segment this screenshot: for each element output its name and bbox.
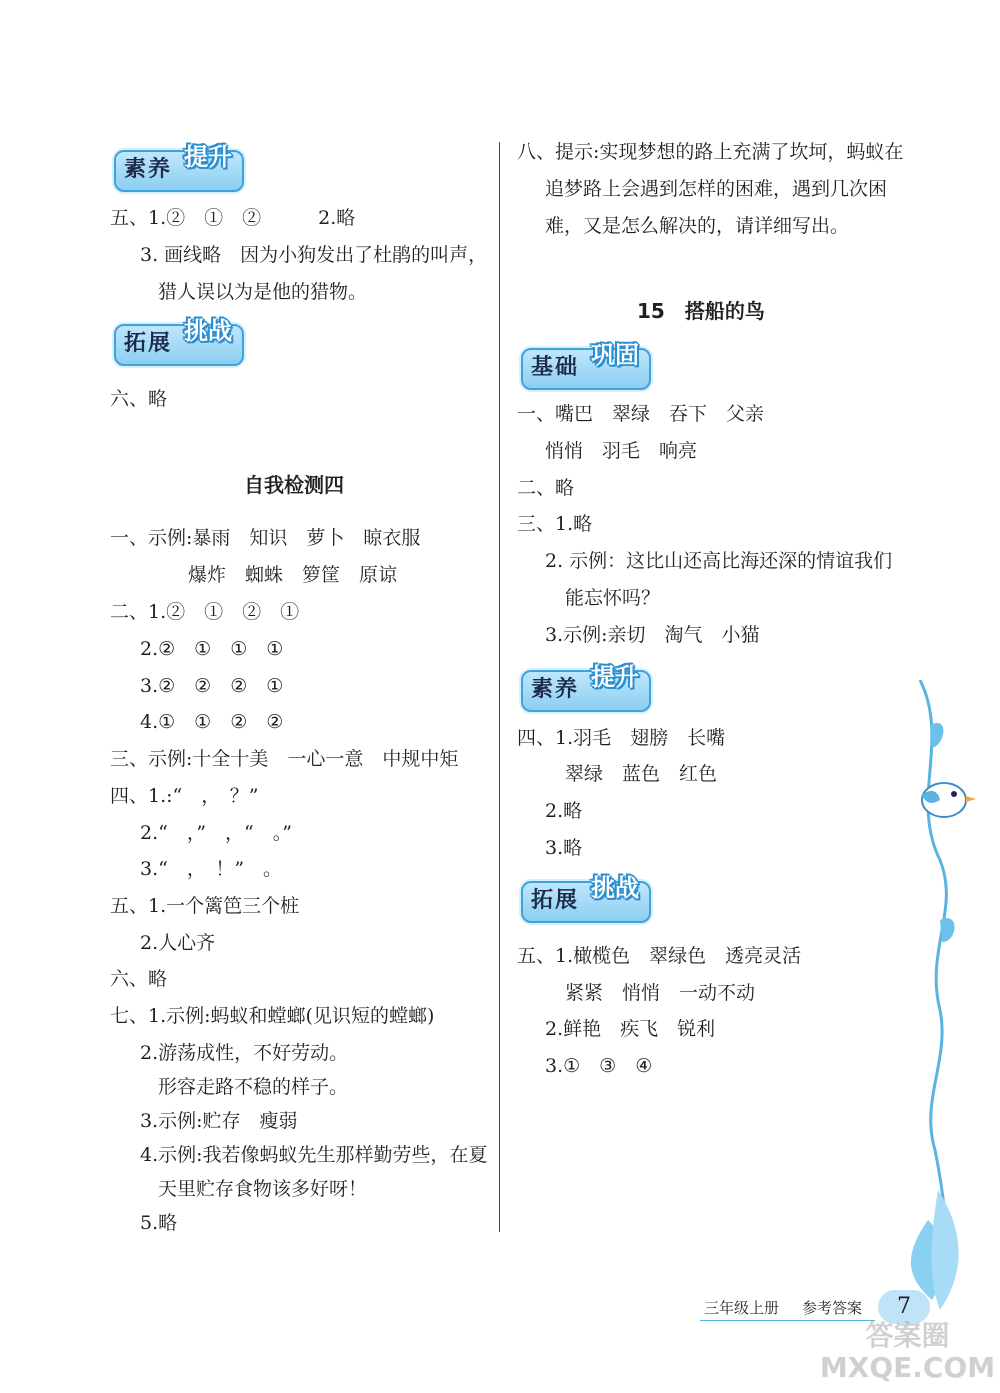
answer-line: 3.② ② ② ① bbox=[140, 675, 284, 697]
answer-line: 3.“ ， ！” 。 bbox=[140, 858, 283, 880]
badge-main-text: 基础 bbox=[531, 355, 580, 380]
answer-line: 紧紧 悄悄 一动不动 bbox=[565, 982, 756, 1004]
answer-line: 五、1.橄榄色 翠绿色 透亮灵活 bbox=[517, 945, 802, 967]
badge-accent-text: 提升 bbox=[184, 143, 232, 171]
answer-line: 4.示例:我若像蚂蚁先生那样勤劳些，在夏 bbox=[140, 1144, 488, 1166]
answer-line: 2.“ ，” ，“ 。” bbox=[140, 822, 292, 844]
answer-line: 三、1.略 bbox=[517, 513, 593, 535]
badge-accent-text: 提升 bbox=[591, 663, 639, 691]
answer-line: 四、1.:“ ， ？” bbox=[110, 785, 259, 807]
answer-line: 2.人心齐 bbox=[140, 932, 216, 954]
answer-line: 2. 示例：这比山还高比海还深的情谊我们 bbox=[545, 550, 893, 572]
column-divider bbox=[499, 142, 500, 1232]
badge-suyang-tisheng bbox=[521, 662, 661, 714]
answer-line: 3.① ③ ④ bbox=[545, 1055, 653, 1077]
answer-line: 3.示例:亲切 淘气 小猫 bbox=[545, 624, 760, 646]
footer-grade: 三年级上册 bbox=[704, 1299, 780, 1317]
badge-tuozhan-tiaozhan bbox=[114, 316, 254, 368]
answer-line: 5.略 bbox=[140, 1212, 178, 1234]
answer-line: 一、嘴巴 翠绿 吞下 父亲 bbox=[517, 403, 765, 425]
answer-line: 一、示例:暴雨 知识 萝卜 晾衣服 bbox=[110, 527, 421, 549]
badge-main-text: 素养 bbox=[531, 677, 580, 702]
answer-line: 猎人误以为是他的猎物。 bbox=[158, 281, 368, 303]
answer-line: 翠绿 蓝色 红色 bbox=[565, 763, 718, 785]
answer-line: 2.游荡成性，不好劳动。 bbox=[140, 1042, 349, 1064]
badge-tuozhan-tiaozhan bbox=[521, 873, 661, 925]
answer-line: 2.略 bbox=[545, 800, 583, 822]
vine-bird-decoration bbox=[880, 680, 990, 1320]
answer-line: 3.示例:贮存 瘦弱 bbox=[140, 1110, 298, 1132]
answer-line: 2.② ① ① ① bbox=[140, 638, 284, 660]
answer-line: 4.① ① ② ② bbox=[140, 711, 284, 733]
badge-accent-text: 挑战 bbox=[184, 317, 232, 345]
answer-line: 爆炸 蜘蛛 箩筐 原谅 bbox=[188, 564, 398, 586]
answer-line: 难，又是怎么解决的，请详细写出。 bbox=[545, 215, 850, 237]
answer-line: 三、示例:十全十美 一心一意 中规中矩 bbox=[110, 748, 459, 770]
answer-line: 六、略 bbox=[110, 968, 168, 990]
answer-line: 二、1.② ① ② ① bbox=[110, 601, 300, 623]
answer-line: 3. 画线略 因为小狗发出了杜鹃的叫声， bbox=[140, 244, 488, 266]
answer-line: 七、1.示例:蚂蚁和螳螂(见识短的螳螂) bbox=[110, 1005, 435, 1027]
answer-line: 悄悄 羽毛 响亮 bbox=[545, 440, 698, 462]
lesson-title: 15 搭船的鸟 bbox=[637, 299, 765, 323]
answer-line: 追梦路上会遇到怎样的困难，遇到几次困 bbox=[545, 178, 888, 200]
badge-accent-text: 巩固 bbox=[591, 341, 639, 369]
badge-jichu-gonggu bbox=[521, 340, 661, 392]
answer-line: 2.鲜艳 疾飞 锐利 bbox=[545, 1018, 716, 1040]
page-number: 7 bbox=[878, 1290, 930, 1324]
answer-line: 四、1.羽毛 翅膀 长嘴 bbox=[517, 727, 726, 749]
answer-line: 3.略 bbox=[545, 837, 583, 859]
answer-line: 六、略 bbox=[110, 388, 168, 410]
footer-answers: 参考答案 bbox=[802, 1299, 863, 1317]
answer-line: 二、略 bbox=[517, 477, 575, 499]
badge-main-text: 拓展 bbox=[531, 888, 580, 913]
watermark: 答案圈 MXQE.COM bbox=[819, 1319, 996, 1384]
answer-line: 天里贮存食物该多好呀！ bbox=[158, 1178, 368, 1200]
answer-line: 五、1.② ① ② 2.略 bbox=[110, 207, 356, 229]
badge-main-text: 素养 bbox=[124, 157, 173, 182]
section-title: 自我检测四 bbox=[244, 473, 344, 497]
answer-line: 形容走路不稳的样子。 bbox=[158, 1076, 349, 1098]
answer-line: 能忘怀吗？ bbox=[565, 587, 661, 609]
badge-suyang-tisheng bbox=[114, 142, 254, 194]
badge-accent-text: 挑战 bbox=[591, 874, 639, 902]
answer-line: 八、提示:实现梦想的路上充满了坎坷，蚂蚁在 bbox=[517, 141, 904, 163]
answer-line: 五、1.一个篱笆三个桩 bbox=[110, 895, 300, 917]
badge-main-text: 拓展 bbox=[124, 331, 173, 356]
